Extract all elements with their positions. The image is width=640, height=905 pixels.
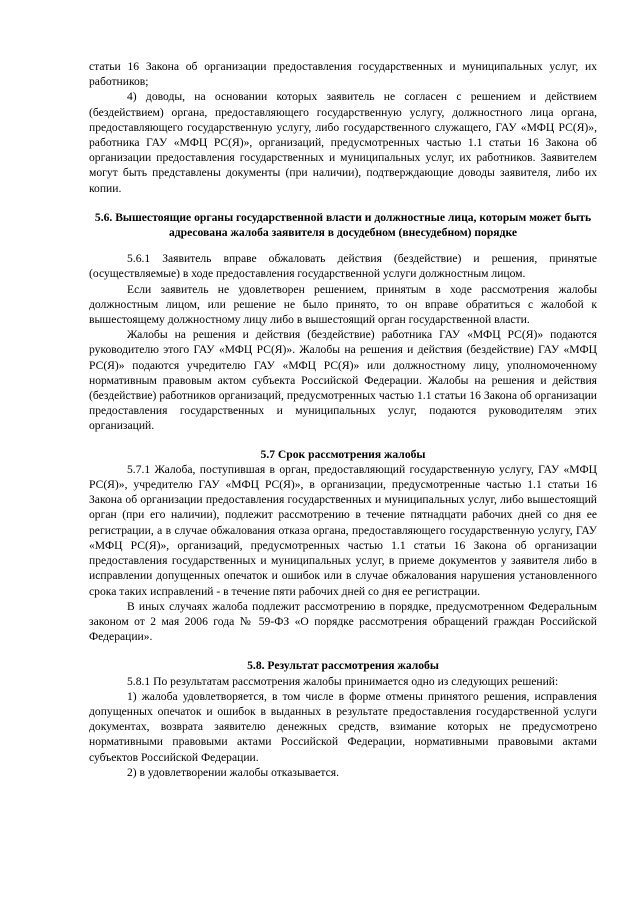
document-body	[89, 59, 597, 780]
section-5-6-paragraph-2: Если заявитель не удовлетворен решением, принятым в ходе рассмотрения жалобы должностным лицом, или решение не было принято, то он вправе обратиться с жалобой к вышестоящему должностному лицу либо в вышестоящий орган государственной власти.	[89, 282, 597, 327]
section-5-8-heading: 5.8. Результат рассмотрения жалобы	[247, 659, 439, 673]
section-5-7-heading: 5.7 Срок рассмотрения жалобы	[260, 447, 426, 461]
section-5-7-paragraph-1: 5.7.1 Жалоба, поступившая в орган, предоставляющий государственную услугу, ГАУ «МФЦ РС(Я)», учредителю ГАУ «МФЦ РС(Я)», в организации, предусмотренные частью 1.1 статьи 16 Закона об организации предоставления государственных и муниципальных услуг, либо вышестоящий орган (при его наличии), подлежит рассмотрению в течение пятнадцати рабочих дней со дня ее регистрации, а в случае обжалования отказа органа, предоставляющего государственную услугу, ГАУ «МФЦ РС(Я)», организаций, предусмотренных частью 1.1 статьи 16 Закона об организации предоставления государственных и муниципальных услуг, в приеме документов у заявителя либо в исправлении допущенных опечаток и ошибок или в случае обжалования нарушения установленного срока таких исправлений - в течение пяти рабочих дней со дня ее регистрации.	[89, 462, 597, 598]
section-5-8-paragraph-3: 2) в удовлетворении жалобы отказывается.	[127, 765, 339, 779]
intro-paragraph-1: статьи 16 Закона об организации предоставления государственных и муниципальных услуг, их работников;	[89, 60, 597, 89]
section-5-8-paragraph-2: 1) жалоба удовлетворяется, в том числе в форме отмены принятого решения, исправления допущенных опечаток и ошибок в выданных в результате предоставления государственной услуги документах, возврата заявителю денежных средств, взимание которых не предусмотрено нормативными правовыми актами Российской Федерации, нормативными правовыми актами субъектов Российской Федерации.	[89, 689, 597, 764]
intro-paragraph-2: 4) доводы, на основании которых заявитель не согласен с решением и действием (бездействием) органа, предоставляющего государственную услугу, должностного лица органа, предоставляющего государственную услугу, либо государственного служащего, ГАУ «МФЦ РС(Я)», работника ГАУ «МФЦ РС(Я)», организаций, предусмотренных частью 1.1 статьи 16 Закона об организации предоставления государственных и муниципальных услуг, их работников. Заявителем могут быть представлены документы (при наличии), подтверждающие доводы заявителя, либо их копии.	[89, 90, 597, 195]
section-5-7-paragraph-2: В иных случаях жалоба подлежит рассмотрению в порядке, предусмотренном Федеральным законом от 2 мая 2006 года № 59-ФЗ «О порядке рассмотрения обращений граждан Российской Федерации».	[89, 599, 597, 644]
section-5-6-paragraph-3: Жалобы на решения и действия (бездействие) работника ГАУ «МФЦ РС(Я)» подаются руководителю этого ГАУ «МФЦ РС(Я)». Жалобы на решения и действия (бездействие) ГАУ «МФЦ РС(Я)» подаются учредителю ГАУ «МФЦ РС(Я)» или должностному лицу, уполномоченному нормативным правовым актом субъекта Российской Федерации. Жалобы на решения и действия (бездействие) работников организаций, предусмотренных частью 1.1 статьи 16 Закона об организации предоставления государственных и муниципальных услуг, подаются руководителям этих организаций.	[89, 328, 597, 433]
section-5-6-paragraph-1: 5.6.1 Заявитель вправе обжаловать действия (бездействие) и решения, принятые (осуществляемые) в ходе предоставления государственной услуги должностным лицом.	[89, 252, 597, 281]
section-5-6-heading: 5.6. Вышестоящие органы государственной власти и должностные лица, которым может быть адресована жалоба заявителя в досудебном (внесудебном) порядке	[94, 210, 592, 240]
section-5-8-paragraph-1: 5.8.1 По результатам рассмотрения жалобы принимается одно из следующих решений:	[127, 674, 559, 688]
